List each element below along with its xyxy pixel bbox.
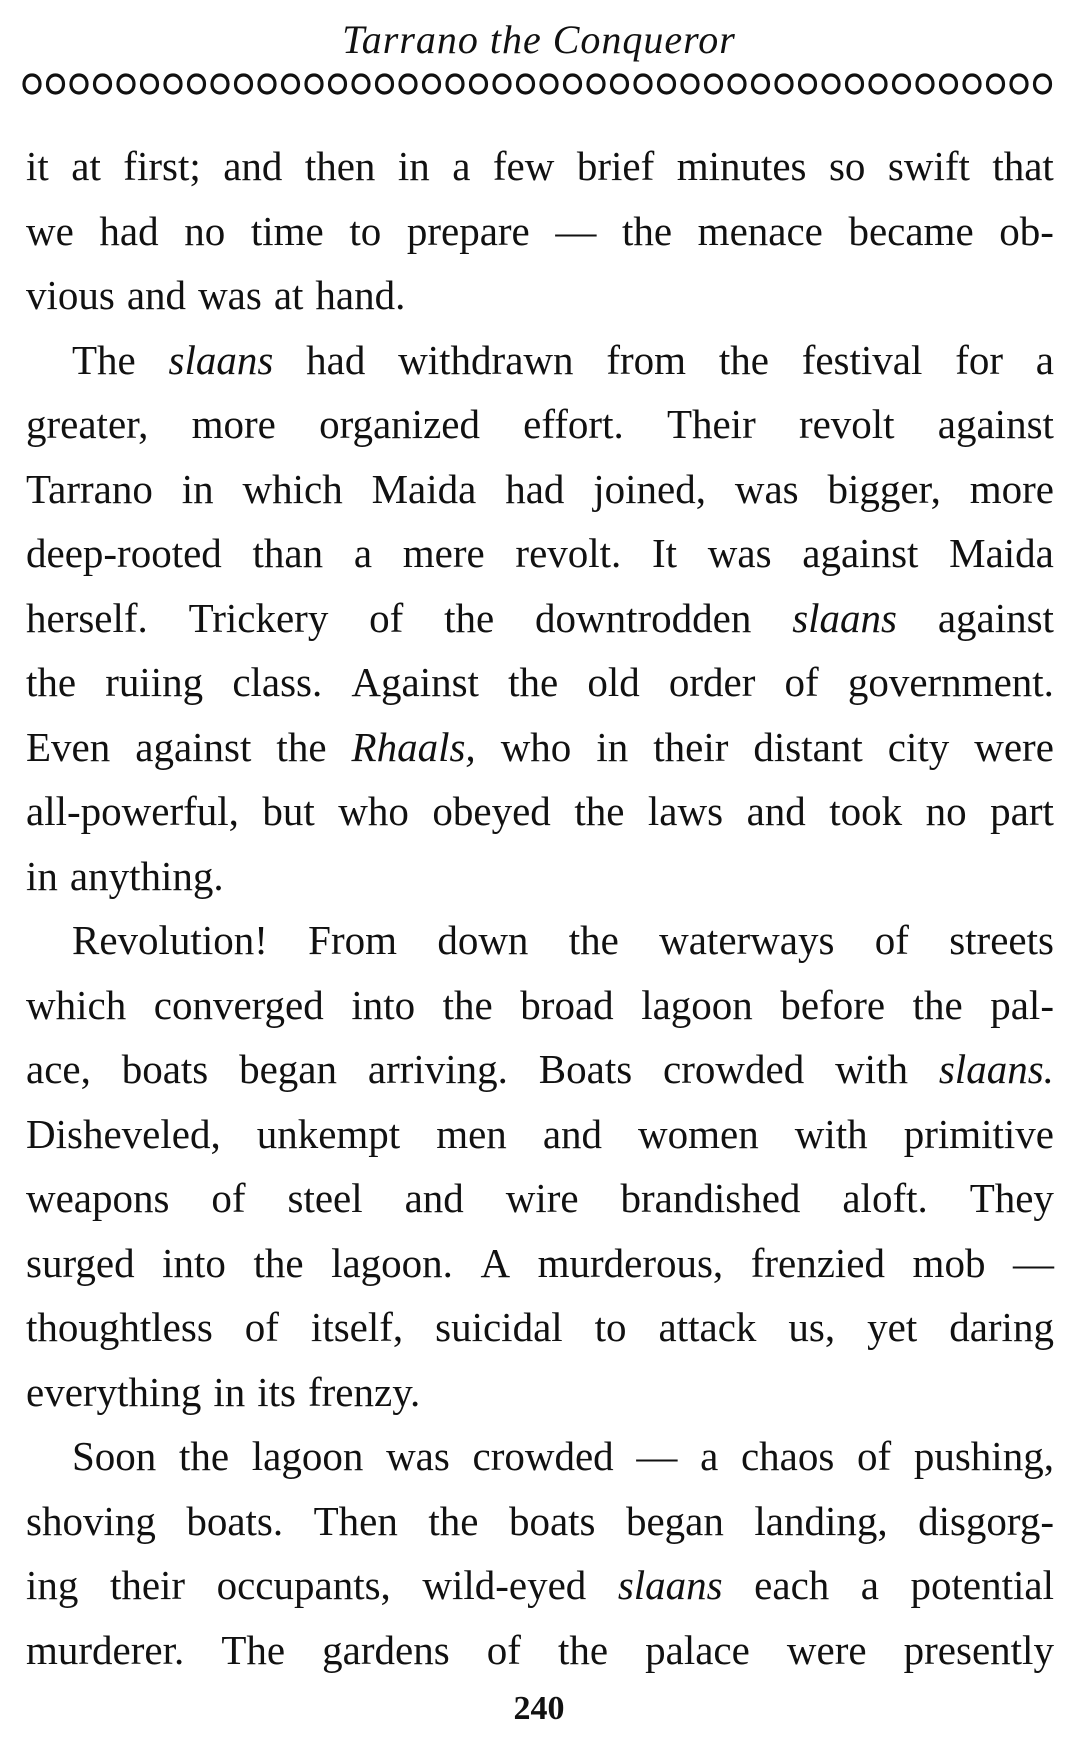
- word: each: [754, 1562, 830, 1608]
- word: were: [974, 723, 1054, 770]
- word: in: [26, 852, 58, 899]
- word: of: [486, 1626, 521, 1673]
- word: swift: [887, 143, 970, 189]
- word: Tarrano: [26, 465, 153, 512]
- text-line: [26, 1295, 1054, 1360]
- word: Their: [666, 401, 756, 447]
- word: the: [26, 659, 77, 705]
- text-line: [26, 1424, 1054, 1489]
- word: deep-rooted: [26, 530, 222, 576]
- text-line: [26, 973, 1054, 1038]
- text-line: [26, 1360, 1054, 1425]
- word: with: [794, 1110, 868, 1157]
- word: government.: [847, 659, 1054, 705]
- word: ob-: [999, 207, 1054, 254]
- word: more: [191, 401, 276, 447]
- word: took: [829, 788, 903, 834]
- word: at: [273, 272, 304, 318]
- word: lagoon: [251, 1433, 364, 1479]
- word: itself,: [310, 1304, 404, 1350]
- word: into: [162, 1239, 226, 1286]
- word: us,: [788, 1304, 836, 1350]
- text-line: [26, 1489, 1054, 1554]
- word: Rhaals,: [351, 723, 476, 770]
- word: its: [257, 1368, 296, 1415]
- word: frenzy.: [308, 1368, 421, 1415]
- word: disgorg-: [918, 1497, 1054, 1544]
- word: against: [937, 401, 1054, 447]
- word: effort.: [523, 401, 624, 447]
- ornament-chain: [24, 75, 1051, 93]
- word: slaans: [617, 1562, 723, 1608]
- word: minutes: [676, 143, 807, 189]
- word: crowded: [663, 1046, 805, 1092]
- word: was: [386, 1433, 450, 1479]
- word: revolt: [798, 401, 895, 447]
- word: the: [912, 981, 963, 1028]
- word: revolt.: [515, 530, 622, 576]
- word: became: [848, 207, 974, 254]
- word: streets: [949, 917, 1054, 963]
- word: Against: [351, 659, 479, 705]
- word: Boats: [538, 1046, 633, 1092]
- word: and: [404, 1175, 464, 1221]
- word: the: [508, 659, 559, 705]
- word: was: [734, 465, 799, 512]
- text-line: [26, 1553, 1054, 1618]
- word: pal-: [990, 981, 1054, 1028]
- word: pushing,: [913, 1433, 1054, 1479]
- word: in: [213, 1368, 246, 1415]
- word: mob: [912, 1239, 986, 1286]
- word: the: [442, 981, 493, 1028]
- word: more: [969, 465, 1054, 512]
- word: began: [239, 1046, 338, 1092]
- text-line: [26, 1166, 1054, 1231]
- text-line: [26, 908, 1054, 973]
- word: of: [874, 917, 909, 963]
- word: obeyed: [432, 788, 551, 834]
- word: ing: [26, 1562, 79, 1608]
- word: —: [636, 1433, 678, 1479]
- word: time: [250, 207, 324, 254]
- word: festival: [801, 336, 923, 383]
- text-line: [26, 134, 1054, 199]
- word: a: [700, 1433, 719, 1479]
- word: It: [652, 530, 678, 576]
- word: everything: [26, 1368, 202, 1415]
- word: a: [452, 143, 471, 189]
- word: the: [179, 1433, 230, 1479]
- word: all-powerful,: [26, 788, 239, 834]
- word: vious: [26, 272, 115, 318]
- word: a: [860, 1562, 879, 1608]
- word: but: [262, 788, 315, 834]
- word: and: [542, 1110, 603, 1157]
- word: boats.: [186, 1497, 284, 1544]
- word: laws: [647, 788, 724, 834]
- word: than: [252, 530, 324, 576]
- word: and: [223, 143, 283, 189]
- word: arriving.: [367, 1046, 508, 1092]
- word: so: [828, 143, 866, 189]
- word: to: [349, 207, 382, 254]
- word: their: [109, 1562, 186, 1608]
- word: no: [925, 788, 967, 834]
- word: steel: [287, 1175, 363, 1221]
- word: menace: [697, 207, 823, 254]
- word: yet: [867, 1304, 918, 1350]
- text-line: [26, 328, 1054, 393]
- word: the: [253, 1239, 304, 1286]
- word: a: [1035, 336, 1054, 383]
- word: Trickery: [188, 594, 329, 641]
- text-line: [26, 1618, 1054, 1683]
- word: suicidal: [435, 1304, 563, 1350]
- word: of: [784, 659, 819, 705]
- word: order: [668, 659, 756, 705]
- word: slaans: [168, 336, 274, 383]
- word: had: [99, 207, 159, 254]
- word: slaans.: [938, 1046, 1054, 1092]
- word: wire: [505, 1175, 579, 1221]
- word: Disheveled,: [26, 1110, 221, 1157]
- text-line: [26, 457, 1054, 522]
- word: occupants,: [216, 1562, 391, 1608]
- word: the: [574, 788, 625, 834]
- word: women: [638, 1110, 759, 1157]
- word: —: [1012, 1239, 1054, 1286]
- word: potential: [910, 1562, 1054, 1608]
- word: down: [437, 917, 529, 963]
- word: of: [857, 1433, 892, 1479]
- word: murderous,: [537, 1239, 724, 1286]
- word: few: [492, 143, 555, 189]
- word: Maida: [949, 530, 1054, 576]
- word: weapons: [26, 1175, 170, 1221]
- word: palace: [645, 1626, 750, 1673]
- word: it: [26, 143, 49, 189]
- word: shoving: [26, 1497, 156, 1544]
- word: unkempt: [256, 1110, 401, 1157]
- word: mere: [402, 530, 485, 576]
- word: that: [992, 143, 1054, 189]
- word: ruiing: [105, 659, 204, 705]
- word: was: [707, 530, 772, 576]
- word: for: [955, 336, 1003, 383]
- word: lagoon: [641, 981, 753, 1028]
- word: Then: [313, 1497, 398, 1544]
- word: the: [428, 1497, 479, 1544]
- word: downtrodden: [535, 594, 752, 641]
- word: before: [780, 981, 886, 1028]
- word: the: [621, 207, 673, 254]
- text-line: [26, 1102, 1054, 1167]
- word: The: [72, 336, 136, 383]
- word: had: [306, 336, 366, 383]
- word: waterways: [659, 917, 835, 963]
- word: greater,: [26, 401, 149, 447]
- word: from: [606, 336, 687, 383]
- word: prepare: [406, 207, 530, 254]
- running-head: Tarrano the Conqueror: [342, 17, 736, 62]
- word: the: [444, 594, 495, 641]
- text-line: [26, 844, 1054, 909]
- word: part: [990, 788, 1054, 834]
- word: of: [244, 1304, 279, 1350]
- word: crowded: [472, 1433, 614, 1479]
- word: we: [26, 207, 74, 254]
- word: in: [596, 723, 629, 770]
- page-number: 240: [513, 1690, 565, 1727]
- text-line: [26, 1231, 1054, 1296]
- word: gardens: [322, 1626, 450, 1673]
- word: The: [221, 1626, 286, 1673]
- word: withdrawn: [398, 336, 574, 383]
- text-line: [26, 586, 1054, 651]
- word: the: [276, 723, 327, 770]
- text-line: [26, 392, 1054, 457]
- word: bigger,: [827, 465, 941, 512]
- word: city: [887, 723, 950, 770]
- word: who: [500, 723, 572, 770]
- word: —: [555, 207, 597, 254]
- word: brandished: [620, 1175, 801, 1221]
- word: then: [304, 143, 376, 189]
- word: presently: [903, 1626, 1054, 1673]
- word: aloft.: [842, 1175, 928, 1221]
- word: frenzied: [750, 1239, 886, 1286]
- word: against: [802, 530, 919, 576]
- word: wild-eyed: [422, 1562, 587, 1608]
- word: and: [126, 272, 187, 318]
- text-line: [26, 521, 1054, 586]
- ornamental-border-rule: [20, 66, 1060, 102]
- word: brief: [576, 143, 655, 189]
- word: first;: [123, 143, 201, 189]
- word: Even: [26, 723, 111, 770]
- word: the: [568, 917, 619, 963]
- text-line: [26, 715, 1054, 780]
- word: primitive: [903, 1110, 1054, 1157]
- word: murderer.: [26, 1626, 185, 1673]
- word: thoughtless: [26, 1304, 213, 1350]
- word: daring: [949, 1304, 1054, 1350]
- word: chaos: [740, 1433, 835, 1479]
- word: herself.: [26, 594, 148, 641]
- word: no: [184, 207, 226, 254]
- word: of: [369, 594, 404, 641]
- word: were: [786, 1626, 867, 1673]
- word: surged: [26, 1239, 135, 1286]
- word: A: [480, 1239, 511, 1286]
- word: began: [625, 1497, 724, 1544]
- word: Soon: [72, 1433, 157, 1479]
- text-line: [26, 779, 1054, 844]
- word: who: [338, 788, 409, 834]
- word: in: [181, 465, 214, 512]
- word: old: [587, 659, 640, 705]
- word: which: [242, 465, 343, 512]
- word: in: [397, 143, 430, 189]
- word: joined,: [593, 465, 706, 512]
- word: Maida: [371, 465, 477, 512]
- word: slaans: [792, 594, 897, 641]
- word: hand.: [315, 272, 406, 318]
- word: was: [198, 272, 262, 318]
- word: anything.: [69, 852, 224, 899]
- word: at: [71, 143, 101, 189]
- word: a: [353, 530, 373, 576]
- word: converged: [153, 981, 324, 1028]
- word: against: [937, 594, 1054, 641]
- word: the: [718, 336, 769, 383]
- word: broad: [520, 981, 614, 1028]
- word: distant: [753, 723, 863, 770]
- word: boats: [121, 1046, 209, 1092]
- word: their: [653, 723, 729, 770]
- word: to: [594, 1304, 627, 1350]
- text-line: [26, 1037, 1054, 1102]
- text-line: [26, 263, 1054, 328]
- word: which: [26, 981, 127, 1028]
- word: against: [135, 723, 252, 770]
- word: From: [308, 917, 398, 963]
- word: class.: [232, 659, 323, 705]
- word: They: [969, 1175, 1054, 1221]
- word: the: [557, 1626, 609, 1673]
- text-line: [26, 199, 1054, 264]
- word: men: [436, 1110, 507, 1157]
- word: lagoon.: [331, 1239, 453, 1286]
- word: ace,: [26, 1046, 91, 1092]
- word: attack: [658, 1304, 757, 1350]
- word: Revolution!: [72, 917, 268, 963]
- body-text: [26, 134, 1054, 1682]
- word: organized: [319, 401, 480, 447]
- word: of: [211, 1175, 246, 1221]
- word: into: [351, 981, 416, 1028]
- word: boats: [508, 1497, 596, 1544]
- word: with: [835, 1046, 908, 1092]
- word: landing,: [754, 1497, 888, 1544]
- word: had: [505, 465, 565, 512]
- text-line: [26, 650, 1054, 715]
- word: and: [746, 788, 806, 834]
